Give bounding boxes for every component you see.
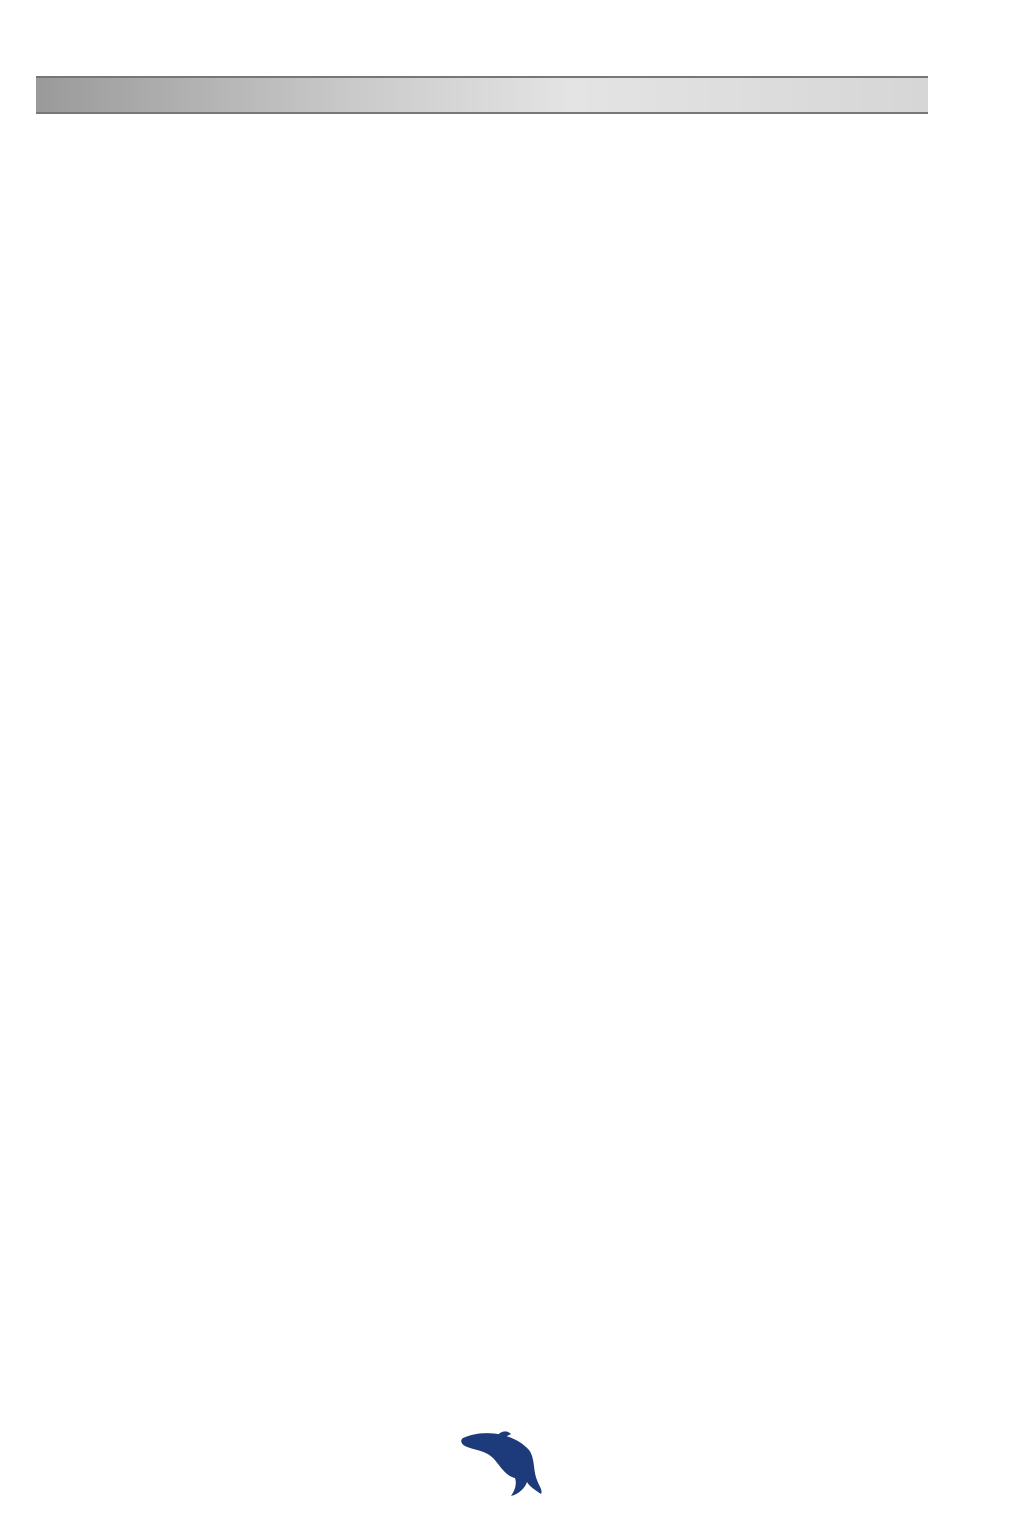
page-header-banner	[36, 76, 928, 114]
dolphin-icon	[455, 1428, 545, 1498]
